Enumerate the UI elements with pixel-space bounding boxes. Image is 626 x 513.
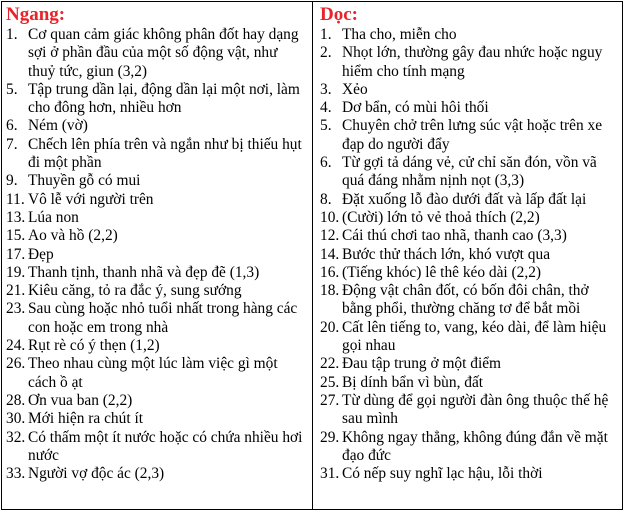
clue-table	[1, 1, 623, 510]
clue-text: Có nếp suy nghĩ lạc hậu, lỗi thời	[342, 465, 543, 483]
clue-number: 14.	[320, 245, 340, 263]
across-clue	[6, 337, 308, 355]
across-clue	[6, 392, 308, 410]
clue-number: 17.	[6, 245, 26, 263]
clue-text: Chếch lên phía trên và ngắn như bị thiếu hụt đi một phần	[28, 135, 302, 172]
clue-number: 30.	[6, 410, 26, 428]
across-heading: Ngang:	[6, 4, 66, 25]
clue-text: Bước thử thách lớn, khó vượt qua	[342, 245, 551, 263]
across-clue	[6, 227, 308, 245]
clue-text: Đẹp	[28, 245, 54, 263]
clue-text: (Cười) lớn tỏ vẻ thoả thích (2,2)	[342, 208, 540, 226]
down-column	[313, 2, 622, 509]
clue-number: 10.	[320, 208, 340, 226]
across-clue	[6, 264, 308, 282]
clue-number: 33.	[6, 465, 26, 483]
clue-number: 1.	[6, 26, 18, 43]
clue-number: 25.	[320, 373, 340, 391]
clue-text: Rụt rè có ý thẹn (1,2)	[28, 337, 160, 355]
clue-number: 21.	[6, 282, 26, 300]
clue-text: Thanh tịnh, thanh nhã và đẹp đẽ (1,3)	[28, 263, 260, 281]
clue-text: Bị dính bẩn vì bùn, đất	[342, 373, 484, 391]
clue-text: Cất lên tiếng to, vang, kéo dài, để làm hiệu gọi nhau	[342, 318, 607, 355]
down-clue	[320, 355, 618, 373]
clue-number: 24.	[6, 337, 26, 355]
clue-number: 23.	[6, 300, 26, 318]
clue-number: 4.	[320, 99, 332, 117]
down-clue	[320, 209, 618, 227]
across-clue	[6, 26, 308, 81]
down-clue-list	[320, 26, 618, 483]
clue-number: 20.	[320, 318, 340, 336]
clue-text: Cái thú chơi tao nhã, thanh cao (3,3)	[342, 227, 567, 245]
across-column	[2, 2, 313, 509]
down-clue	[320, 246, 618, 264]
down-clue	[320, 154, 618, 191]
clue-number: 27.	[320, 391, 340, 409]
clue-text: Ao và hồ (2,2)	[28, 227, 118, 245]
clue-number: 5.	[6, 80, 18, 98]
across-clue	[6, 246, 308, 264]
clue-text: Từ gợi tả dáng vẻ, cử chỉ săn đón, vồn vã quá đáng nhằm nịnh nọt (3,3)	[342, 154, 597, 190]
down-clue	[320, 227, 618, 245]
clue-number: 1.	[320, 26, 332, 43]
clue-number: 15.	[6, 227, 26, 245]
clue-text: Sau cùng hoặc nhỏ tuổi nhất trong hàng các con hoặc em trong nhà	[28, 300, 298, 336]
clue-number: 3.	[320, 80, 332, 98]
across-clue	[6, 191, 308, 209]
clue-number: 29.	[320, 428, 340, 446]
across-clue	[6, 355, 308, 392]
across-clue	[6, 117, 308, 135]
down-clue	[320, 44, 618, 81]
clue-text: Cơ quan cảm giác không phân đốt hay dạng sợi ở phần đầu của một số động vật, như thuỷ tức, giun (3,2)	[28, 26, 299, 80]
clue-text: (Tiếng khóc) lê thê kéo dài (2,2)	[342, 263, 542, 281]
down-clue	[320, 392, 618, 429]
clue-number: 7.	[6, 135, 18, 153]
clue-number: 6.	[6, 117, 18, 135]
clue-text: Đặt xuống lỗ đào dưới đất và lấp đất lại	[342, 190, 587, 208]
clue-number: 13.	[6, 208, 26, 226]
down-heading: Dọc:	[320, 4, 358, 25]
down-clue	[320, 191, 618, 209]
clue-number: 31.	[320, 465, 340, 483]
down-clue	[320, 282, 618, 319]
clue-number: 28.	[6, 391, 26, 409]
across-clue	[6, 300, 308, 337]
clue-number: 26.	[6, 355, 26, 373]
across-clue-list	[6, 26, 308, 483]
clue-number: 16.	[320, 263, 340, 281]
clue-number: 18.	[320, 282, 340, 300]
clue-text: Nhọt lớn, thường gây đau nhức hoặc nguy hiểm cho tính mạng	[342, 44, 603, 80]
clue-text: Mới hiện ra chút ít	[28, 410, 143, 428]
across-clue	[6, 136, 308, 173]
down-clue	[320, 429, 618, 466]
across-clue	[6, 81, 308, 118]
down-clue	[320, 319, 618, 356]
clue-text: Theo nhau cùng một lúc làm việc gì một cách ồ ạt	[28, 355, 278, 391]
down-clue	[320, 99, 618, 117]
clue-text: Ném (vờ)	[28, 117, 88, 135]
clue-text: Tập trung dần lại, động dần lại một nơi, làm cho đông hơn, nhiều hơn	[28, 80, 300, 117]
clue-text: Kiêu căng, tỏ ra đắc ý, sung sướng	[28, 282, 242, 300]
clue-text: Lúa non	[28, 208, 79, 226]
across-clue	[6, 410, 308, 428]
clue-text: Đau tập trung ở một điểm	[342, 355, 502, 373]
clue-number: 32.	[6, 428, 26, 446]
clue-text: Người vợ độc ác (2,3)	[28, 465, 165, 483]
clue-number: 19.	[6, 263, 26, 281]
clue-text: Từ dùng để gọi người đàn ông thuộc thế hệ sau mình	[342, 391, 609, 428]
clue-number: 5.	[320, 117, 332, 135]
clue-text: Xẻo	[342, 80, 368, 98]
across-clue	[6, 465, 308, 483]
clue-text: Có thấm một ít nước hoặc có chứa nhiều hơi nước	[28, 428, 303, 464]
clue-number: 8.	[320, 190, 332, 208]
down-clue	[320, 264, 618, 282]
clue-number: 2.	[320, 44, 332, 62]
clue-number: 22.	[320, 355, 340, 373]
down-clue	[320, 374, 618, 392]
clue-number: 12.	[320, 227, 340, 245]
down-clue	[320, 117, 618, 154]
across-clue	[6, 209, 308, 227]
across-clue	[6, 282, 308, 300]
down-clue	[320, 465, 618, 483]
clue-number: 6.	[320, 154, 332, 172]
clue-text: Động vật chân đốt, có bốn đôi chân, thở bằng phổi, thường chăng tơ để bắt mồi	[342, 282, 589, 318]
down-clue	[320, 26, 618, 44]
clue-text: Thuyền gỗ có mui	[28, 172, 141, 190]
clue-text: Dơ bẩn, có mùi hôi thối	[342, 99, 489, 117]
clue-number: 11.	[6, 190, 25, 208]
clue-number: 9.	[6, 172, 18, 190]
clue-text: Chuyên chở trên lưng súc vật hoặc trên xe đạp do người đẩy	[342, 117, 603, 153]
clue-text: Tha cho, miễn cho	[342, 26, 457, 43]
down-clue	[320, 81, 618, 99]
across-clue	[6, 429, 308, 466]
clue-text: Vô lễ với người trên	[28, 190, 154, 208]
clue-text: Ơn vua ban (2,2)	[28, 391, 133, 409]
across-clue	[6, 172, 308, 190]
clue-text: Không ngay thẳng, không đúng đắn về mặt đạo đức	[342, 428, 608, 464]
